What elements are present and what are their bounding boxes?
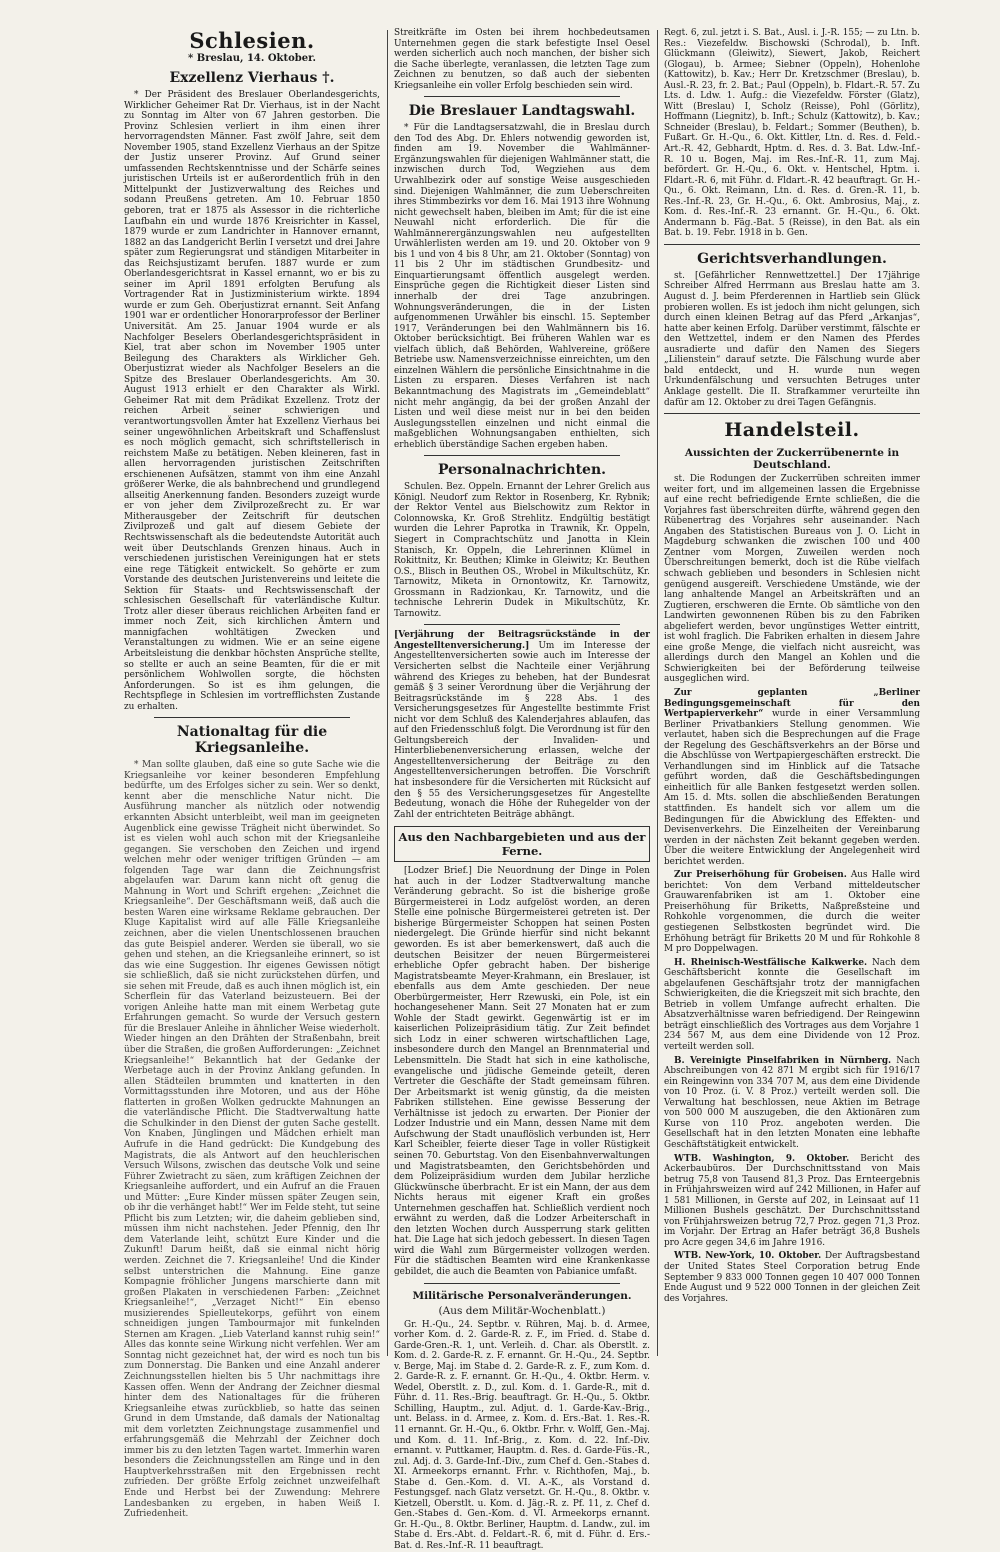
subhead-militaer: (Aus dem Militär-Wochenblatt.): [438, 1304, 606, 1317]
article-zuckerrueben: st. Die Rodungen der Zuckerrüben schreiten immer weiter fort, und im allgemeinen lassen die Ergebnisse auf eine recht befriedigende Ernte schließen, die die Vorjahres fast überschreiten dürfte, während gegen den Rübenertrag des Vorjahres sehr auseinander. Nach Angaben des Statistischen Bureaus von J. O. Licht in Magdeburg schwanken die zwischen 100 und 400 Zentner vom Morgen, Zuweilen werden noch Überschreitungen bemerkt, doch ist die Rübe vielfach schwach geblieben und besonders in Schlesien nicht genügend ausgereift. Verschiedene Umstände, wie der lang anhaltende Mangel an Arbeitskräften und an Zugtieren, erschweren die Ernte. Ob sämtliche von den Landwirten gewonnenen Rüben bis zu den Fabriken abgeliefert werden, bevor ungünstiges Wetter eintritt, ist wohl fraglich. Die Fabriken erhalten in diesem Jahre eine große Menge, die vielfach nicht ausreicht, was allerdings durch den Mangel an Kohlen und die Schwierigkeiten bei der Beförderung teilweise ausgeglichen wird.: [664, 474, 920, 685]
headline-nationaltag: Nationaltag für die Kriegsanleihe.: [176, 724, 328, 757]
article-nationaltag: * Man sollte glauben, daß eine so gute Sache wie die Kriegsanleihe vor keiner besonderen Empfehlung bedürfte, um des Erfolges sicher zu sein. Wer so denkt, kennt aber die menschliche Natur nicht. Die Ausführung mancher als nützlich oder notwendig erkannten Absicht unterbleibt, weil man im geeigneten Augenblick eine gewisse Trägheit nicht überwindet. So ist es vielen wohl auch schon mit der Kriegsanleihe gegangen. Sie verschoben den Zeichen und irgend welchen mehr oder weniger triftigen Gründen — am folgenden Tage war dann die Zeichnungsfrist abgelaufen war. Darum kann nicht oft genug die Mahnung in Wort und Schrift ergehen: „Zeichnet die Kriegsanleihe“. Der Geschäftsmann weiß, daß auch die besten Waren eine wirksame Reklame gebrauchen. Der Kluge Kapitalist wird auf alle Fälle Kriegsanleihe zeichnen, aber die vielen Unentschlossenen brauchen das gute Beispiel anderer. Werden sie überall, wo sie gehen und stehen, an die Kriegsanleihe erinnert, so ist das wie eine Suggestion. Ihr eigenes Gewissen nötigt sie schließlich, daß sie nicht zurückstehen dürfen, und sie sehen mit Freude, daß es auch ihnen möglich ist, ein Scherflein für das Vaterland beizusteuern. Bei der vorigen Anleihe hatte man mit einem Werbetag gute Erfahrungen gemacht. So wurde der Versuch gestern für die Breslauer Anleihe in ähnlicher Weise wiederholt. Wieder hingen an den Drähten der Straßenbahn, breit über die Straßen, die großen Aufforderungen: „Zeichnet Kriegsanleihe!“ Bekanntlich hat der Gedanke der Werbetage auch in der Provinz Anklang gefunden. In allen Städteilen brummten und knatterten in den Vormittagsstunden ihre Motoren, und aus der Höhe flatterten in großen Wolken gedruckte Mahnungen an die vaterländische Pflicht. Die Stadtverwaltung hatte die Schulkinder in den Dienst der guten Sache gestellt. Von Knaben, Jünglingen und Mädchen erhielt man Aufrufe in die Hand gedrückt: Die Kundgebung des Magistrats, die als Antwort auf den heuchlerischen Versuch Wilsons, zwischen das deutsche Volk und seine Führer Zwietracht zu säen, zum kräftigen Zeichnen der Kriegsanleihe auffordert, und ein Aufruf an die Frauen und Mütter: „Eure Kinder müssen später Zeugen sein, ob ihr die verhänget habt!“ Wer im Felde steht, tut seine Pflicht bis zum Letzten; wir, die daheim geblieben sind, müssen ihm nicht nachstehen. Jeder Pfennig, den Ihr dem Vaterlande leiht, schützt Eure Kinder und die Zukunft! Darum heißt, daß sie einmal nicht hörig werden. Zeichnet die 7. Kriegsanleihe! Und die Kinder selbst unterstrichen die Mahnung. Eine ganze Kompagnie fröhlicher Jungens marschierte dann mit großen Plakaten in verschiedenen Farben: „Zeichnet Kriegsanleihe!“, „Verzaget Nicht!“ Ein ebenso musizierendes Spielleutekorps, geführt von einem schneidigen jungen Tambourmajor mit funkelnden Sternen am Kragen. „Lieb Vaterland kannst ruhig sein!“ Alles das konnte seine Wirkung nicht verfehlen. Wer am Sonntag nicht gezeichnet hat, der wird es noch tun bis zum Donnerstag. Die Banken und eine Anzahl anderer Zeichnungsstellen hielten bis 5 Uhr nachmittags ihre Kassen offen. Wenn der Andrang der Zeichner diesmal hinter dem des Nationaltages für die früheren Kriegsanleihe etwas zurückblieb, so hatte das seinen Grund in dem Umstande, daß damals der Nationaltag mit dem vorletzten Zeichnungstage zusammenfiel und erfahrungsgemäß die Mehrzahl der Zeichner doch immer bis zu den letzten Tagen wartet. Immerhin waren besonders die Zeichnungsstellen am Ringe und in den Hauptverkehrsstraßen mit den Ergebnissen recht zufrieden. Der größte Erfolg zeichnet unzweifelhaft Ende und Herbst bei der Zuwendung: Mehrere Landesbanken zu ergeben, in haben Weiß I. Zufriedenheit.: [124, 760, 380, 1520]
headline-gericht: Gerichtsverhandlungen.: [697, 250, 887, 267]
divider: [424, 624, 620, 625]
headline-kalkwerke: H. Rheinisch-Westfälische Kalkwerke.: [674, 957, 868, 968]
article-continuation: Streitkräfte im Osten bei ihrem hochbedeutsamen Unternehmen gegen die stark befestigte Insel Oesel werden sicherlich auch noch manchen, der bisher sich die Sache überlegte, veranlassen, die letzten Tage zum Zeichnen zu benutzen, so daß auch der siebenten Kriegsanleihe ein voller Erfolg beschieden sein wird.: [394, 28, 650, 91]
column-rule: [657, 30, 658, 1356]
article-personalnachrichten: Schulen. Bez. Oppeln. Ernannt der Lehrer Grelich aus Königl. Neudorf zum Rektor in Rosenberg, Kr. Rybnik; der Rektor Ventel aus Bielschowitz zum Rektor in Colonnowska, Kr. Groß Strehlitz. Endgültig bestätigt wurden die Lehrer Paprotka in Trawnik, Kr. Oppeln, Siegert in Comprachtschütz und Janotta in Klein Stanisch, Kr. Oppeln, die Lehrerinnen Klümel in Rokittnitz, Kr. Beuthen; Klimke in Gleiwitz; Kr. Beuthen O.S., Blisch in Beuthen OS., Wrobel in Mikultschütz, Kr. Tarnowitz, Miketa in Ornontowitz, Kr. Tarnowitz, Grossmann in Radzionkau, Kr. Tarnowitz, und die technische Lehrerin Dudek in Mikultschütz, Kr. Tarnowitz.: [394, 482, 650, 619]
headline-personalnachrichten: Personalnachrichten.: [438, 462, 606, 479]
column-3: [664, 28, 920, 1356]
dateline: * Breslau, 14. Oktober.: [188, 53, 316, 64]
article-kalkwerke: Nach dem Geschäftsbericht konnte die Gesellschaft im abgelaufenen Geschäftsjahr trotz der mannigfachen Schwierigkeiten, die die Kriegszeit mit sich brachte, den Betrieb in vollem Umfange aufrecht erhalten. Die Absatzverhältnisse waren befriedigend. Der Reingewinn beträgt einschließlich des Vortrages aus dem Vorjahre 1 234 567 M, aus dem eine Dividende von 12 Proz. verteilt werden soll.: [664, 957, 920, 1053]
divider: [664, 413, 920, 414]
divider: [154, 717, 350, 718]
article-grobeisen: Aus Halle wird berichtet: Von dem Verband mitteldeutscher Grauwarenfabriken ist am 1. Oktober eine Preiserhöhung für Briketts, Naßpreßsteine und Rohkohle vorgenommen, die durch die weiter gestiegenen Selbstkosten begründet wird. Die Erhöhung beträgt für Briketts 20 M und für Rohkohle 8 M pro Doppelwagen.: [664, 870, 920, 955]
article-landtagswahl: * Für die Landtagsersatzwahl, die in Breslau durch den Tod des Abg. Dr. Ehlers notwendig geworden ist, finden am 19. November die Wahlmänner-Ergänzungswahlen für diejenigen Wahlmänner statt, die inzwischen durch Tod, Wegziehen aus dem Urwahlbezirk oder auf sonstige Weise ausgeschieden sind. Diejenigen Wahlmänner, die zum Ueberschreiten ihres Stimmbezirks vor dem 16. Mai 1913 ihre Wohnung nicht gewechselt haben, bleiben im Amt; für die ist eine Neuwahl nicht erforderlich. Die für die Wahlmännerergänzungswahlen neu aufgestellten Urwählerlisten werden am 19. und 20. Oktober von 9 bis 1 und von 4 bis 8 Uhr, am 21. Oktober (Sonntag) von 11 bis 2 Uhr im städtischen Grundbesitz- und Einquartierungsamt öffentlich ausgelegt werden. Einsprüche gegen die Richtigkeit dieser Listen sind innerhalb der drei Tage anzubringen. Wohnungsveränderungen, die in der Listen aufgenommenen Urwähler bis einschl. 15. September 1917, Veränderungen bei den Wahlmännern bis 16. Oktober berücksichtigt. Bei früheren Wahlen war es vielfach üblich, daß Behörden, Wahlvereine, größere Betriebe usw. Namensverzeichnisse einreichten, um den einzelnen Wählern die persönliche Einsichtnahme in die Listen zu ersparen. Dieses Verfahren ist nach Bekanntmachung des Magistrats im „Gemeindeblatt“ nicht mehr angängig, da bei der großen Anzahl der Listen und weil diese meist nur in bei den beiden Auslegungsstellen einzelnen und nicht einmal die maßgeblichen Wohnungsangaben enthielten, sich erheblich überständige Sachen ergeben haben.: [394, 123, 650, 450]
section-title: Schlesien.: [189, 28, 315, 53]
column-1: [124, 28, 380, 1520]
article-pinselfabriken: Nach Abschreibungen von 42 871 M ergibt sich für 1916/17 ein Reingewinn von 334 707 M, aus dem eine Dividende von 10 Proz. (i. V. 8 Proz.) verteilt werden soll. Die Verwaltung hat beschlossen, neue Aktien im Betrage von 500 000 M auszugeben, die den Aktionären zum Kurse von 110 Proz. angeboten werden. Die Gesellschaft hat in den letzten Monaten eine lebhafte Geschäftstätigkeit entwickelt.: [664, 1055, 920, 1150]
column-rule: [387, 30, 388, 1356]
headline-vierhaus: Exzellenz Vierhaus †.: [169, 70, 335, 86]
divider: [424, 1283, 620, 1284]
article-verjaehrung: Um im Interesse der Angestelltenversicherten sowie auch im Interesse der Versicherten selbst die Nachteile einer Verjährung während des Krieges zu beheben, hat der Bundesrat gemäß § 3 seiner Verordnung über die Verjährung der Beitragsrückstände im § 228 Abs. 1 des Versicherungsgesetzes für Angestellte bestimmte Frist nicht vor dem Schluß des Kalenderjahres ablaufen, das auf den Friedensschluß folgt. Die Verordnung ist für den Geltungsbereich der Invaliden- und Hinterbliebenenversicherung erlassen, welche der Angestelltenversicherung der Beiträge zu den Angestelltenversicherungen betroffen. Die Vorschrift hat insbesondere für die Versicherten mit Rücksicht auf den § 55 des Versicherungsgesetzes für Angestellte Bedeutung, wonach die Höhe der Ruhegelder von der Zahl der entrichteten Beiträge abhängt.: [394, 640, 651, 820]
article-militaer: Gr. H.-Qu., 24. Septbr. v. Rühren, Maj. b. d. Armee, vorher Kom. d. 2. Garde-R. z. F., im Fried. d. Stabe d. Garde-Gren.-R. 1, unt. Verleih. d. Char. als Oberstlt. z. Kom. d. 2. Garde-R. z. F. ernannt. Gr. H.-Qu., 24. Septbr. v. Berge, Maj. im Stabe d. 2. Garde-R. z. F., zum Kom. d. 2. Garde-R. z. F. ernannt. Gr. H.-Qu., 4. Oktbr. Herm. v. Wedel, Oberstlt. z. D., zul. Kom. d. 1. Garde-R., mit d. Führ. d. 11. Res.-Brig. beauftragt. Gr. H.-Qu., 5. Oktbr. Schilling, Hauptm., zul. Adjut. d. 1. Garde-Kav.-Brig., unt. Belass. in d. Armee, z. Kom. d. Ers.-Bat. 1. Res.-R. 11 ernannt. Gr. H.-Qu., 6. Oktbr. Frhr. v. Wolff, Gen.-Maj. und Kom. d. 11. Inf.-Brig., z. Kom. d. 22. Inf.-Div. ernannt. v. Puttkamer, Hauptm. d. Res. d. Garde-Füs.-R., zul. Adj. d. 3. Garde-Inf.-Div., zum Chef d. Gen.-Stabes d. XI. Armeekorps ernannt. Frhr. v. Richthofen, Maj., b. Stabe d. Gen.-Kom. d. VI. A.-K., als Vorstand d. Festungsgef. nach Glatz versetzt. Gr. H.-Qu., 8. Oktbr. v. Kietzell, Oberstlt. u. Kom. d. Jäg.-R. z. Pf. 11, z. Chef d. Gen.-Stabes d. Gen.-Kom. d. VI. Armeekorps ernannt. Gr. H.-Qu., 8. Oktbr. Berliner, Hauptm. d. Landw., zul. im Stabe d. Ers.-Abt. d. Feldart.-R. 6, mit d. Führ. d. Ers.-Bat. d. Res.-Inf.-R. 11 beauftragt.: [394, 1319, 650, 1551]
headline-landtagswahl: Die Breslauer Landtagswahl.: [408, 103, 636, 120]
article-vierhaus: * Der Präsident des Breslauer Oberlandesgerichts, Wirklicher Geheimer Rat Dr. Vierhaus, ist in der Nacht zu Sonntag im Alter von 67 Jahren gestorben. Die Provinz Schlesien verliert in ihm einen ihrer hervorragendsten Männer. Fast zwölf Jahre, seit dem November 1905, stand Exzellenz Vierhaus an der Spitze der Justiz unserer Provinz. Auf Grund seiner umfassenden Rechtskenntnisse und der Schärfe seines juristischen Urteils ist er außerordentlich früh in den Mittelpunkt der Justizverwaltung des Reiches und sodann Preußens getreten. Am 10. Februar 1850 geboren, trat er 1875 als Assessor in die richterliche Laufbahn ein und wurde 1876 Kreisrichter in Kassel, 1879 wurde er zum Landrichter in Hannover ernannt, 1882 an das Landgericht Berlin I versetzt und drei Jahre später zum Regierungsrat und ständigen Mitarbeiter in das Reichsjustizamt berufen. 1887 wurde er zum Oberlandesgerichtsrat in Kassel ernannt, wo er bis zu seiner im April 1891 erfolgten Berufung als Vortragender Rat in Justizministerium wirkte. 1894 wurde er zum Geh. Oberjustizrat ernannt. Seit Anfang 1901 war er ordentlicher Honorarprofessor der Berliner Universität. Am 25. Januar 1904 wurde er als Nachfolger Beselers Oberlandesgerichtspräsident in Kiel, trat aber schon im November 1905 unter Beilegung des Charakters als Wirklicher Geh. Oberjustizrat wieder als Nachfolger Beselers an die Spitze des Breslauer Oberlandesgerichts. Am 30. August 1913 erhielt er den Charakter als Wirkl. Geheimer Rat mit dem Prädikat Exzellenz. Trotz der reichen Arbeit seiner schwierigen und verantwortungsvollen Ämter hat Exzellenz Vierhaus bei seiner ungewöhnlichen Arbeitskraft und Schaffenslust es noch möglich gemacht, sich schriftstellerisch in reichstem Maße zu betätigen. Neben kleineren, fast in allen hervorragenden juristischen Zeitschriften erschienenen Aufsätzen, stammt von ihm eine Anzahl größerer Werke, die als bahnbrechend und grundlegend allseitig Anerkennung fanden. Besonders zuzeigt wurde er von jeher dem Zivilprozeßrecht zu. Er war Mitherausgeber der Zeitschrift für deutschen Zivilprozeß und galt auf diesem Gebiete der Rechtswissenschaft als die bedeutendste Autorität auch weit über Deutschlands Grenzen hinaus. Auch in verschiedenen juristischen Vereinigungen hat er stets eine rege Tätigkeit entwickelt. So gehörte er zum Vorstande des deutschen Juristenvereins und leitete die Sektion für Staats- und Rechtswissenschaft der schlesischen Gesellschaft für vaterländische Kultur. Trotz aller dieser überaus reichlichen Arbeiten fand er immer noch Zeit, sich kirchlichen Ämtern und mannigfachen wohltätigen Zwecken und Veranstaltungen zu widmen. Wie er an seine eigene Arbeitsleistung die denkbar höchsten Ansprüche stellte, so stellte er auch an seine Beamten, für die er mit persönlichem Wohlwollen sorgte, die höchsten Anforderungen. So ist es ihm gelungen, die Rechtspflege in Schlesien im vortrefflichsten Zustande zu erhalten.: [124, 90, 380, 712]
headline-newyork: WTB. New-York, 10. Oktober.: [674, 1251, 822, 1262]
subhead-zuckerrueben: Aussichten der Zuckerrübenernte in Deutschland.: [684, 447, 900, 472]
headline-militaer: Militärische Personalveränderungen.: [412, 1289, 632, 1302]
article-continuation: Regt. 6, zul. jetzt i. S. Bat., Ausl. i. J.-R. 155; — zu Ltn. b. Res.: Viezefeldw. Bischowski (Schrodal), b. Inft. Glückmann (Gleiwitz), Siewert, Jakob, Reichert (Glogau), b. Armee; Siebner (Oppeln), Hohenlohe (Kattowitz), b. Kav.; Herr Dr. Kretzschmer (Breslau), b. Ausl.-R. 23, fr. 2. Bat.; Paul (Oppeln), b. Fldart.-R. 57. Zu Lts. d. Ldw. 1. Aufg.: die Viezefeldw. Förster (Glatz), Witt (Breslau) I, Scholz (Reisse), Pohl (Görlitz), Hoffmann (Liegnitz), b. Inft.; Schulz (Kattowitz), b. Kav.; Schneider (Breslau), b. Feldart.; Sommer (Beuthen), b. Fußart. Gr. H.-Qu., 6. Okt. Kittler, Ltn. d. Res. d. Feld.-Art.-R. 42, Gebhardt, Hptm. d. Res. d. 3. Bat. Ldw.-Inf.-R. 10 u. Bogen, Maj. im Res.-Inf.-R. 11, zum Maj. befördert. Gr. H.-Qu., 6. Okt. v. Hentschel, Hptm. i. Fldart.-R. 6, mit Führ. d. Fldart.-R. 42 beauftragt. Gr. H.-Qu., 6. Okt. Reimann, Ltn. d. Res. d. Gren.-R. 11, b. Res.-Inf.-R. 23, Gr. H.-Qu., 6. Okt. Ambrosius, Maj., z. Kom. d. Res.-Inf.-R. 23 ernannt. Gr. H.-Qu., 6. Okt. Andermann b. Fäg.-Bat. 5 (Reisse), in den Bat. als ein Bat. b. 19. Febr. 1918 in b. Gen.: [664, 28, 920, 239]
headline-nachbargebiete: Aus den Nachbargebieten und aus der Ferne.: [394, 826, 650, 862]
headline-handelsteil: Handelsteil.: [724, 419, 860, 442]
headline-washington: WTB. Washington, 9. Oktober.: [674, 1153, 850, 1164]
divider: [424, 96, 620, 97]
article-newyork: Der Auftragsbestand der United States Steel Corporation betrug Ende September 9 833 000 Tonnen gegen 10 407 000 Tonnen Ende August und 9 522 000 Tonnen in der gleichen Zeit des Vorjahres.: [664, 1251, 921, 1304]
headline-pinselfabriken: B. Vereinigte Pinselfabriken in Nürnberg.: [674, 1055, 892, 1066]
article-bedingungsgemeinschaft: wurde in einer Versammlung Berliner Privatbankiers Stellung genommen. Wie verlautet, haben sich die Besprechungen auf die Frage der Regelung des Geschäftsverkehrs an der Börse und die Abschlüsse von Wertpapiergeschäften erstreckt. Die Verhandlungen sind im Hinblick auf die Tatsache geführt worden, daß die Geschäftsbedingungen einheitlich für alle Banken festgesetzt werden sollen. Am 15. d. Mts. sollen die abschließenden Beratungen stattfinden. Es handelt sich vor allem um die Bedingungen für die Abwicklung des Effekten- und Devisenverkehrs. Die Einzelheiten der Vereinbarung werden in der nächsten Zeit bekannt gegeben werden. Über die weitere Entwicklung der Angelegenheit wird berichtet werden.: [664, 709, 921, 867]
column-2: [394, 28, 651, 1551]
article-washington: Bericht des Ackerbaubüros. Der Durchschnittsstand von Mais betrug 75,8 von Tausend 81,3 Proz. Das Ernteergebnis in Frühjahrsweizen wird auf 242 Millionen, in Hafer auf 1 581 Millionen, in Gerste auf 202, in Leinsaat auf 11 Millionen Bushels geschätzt. Der Durchschnittsstand von Frühjahrsweizen betrug 72,7 Proz. gegen 71,3 Proz. im Vorjahr. Der Ertrag an Hafer beträgt 36,8 Bushels pro Acre gegen 34,6 im Jahre 1916.: [664, 1153, 920, 1248]
headline-verjaehrung: [Verjährung der Beitragsrückstände in der Angestelltenversicherung.]: [394, 630, 650, 651]
headline-grobeisen: Zur Preiserhöhung für Grobeisen.: [674, 870, 847, 881]
headline-bedingungsgemeinschaft: Zur geplanten „Berliner Bedingungsgemeinschaft für den Wertpapierverkehr“: [664, 687, 920, 720]
article-gericht: st. [Gefährlicher Rennwettzettel.] Der 17jährige Schreiber Alfred Herrmann aus Breslau hatte am 3. August d. J. beim Pferderennen in Hartlieb sein Glück probieren wollen. Es ist jedoch ihm nicht gelungen, sich durch einen kleinen Betrag auf das Pferd „Arkanjas“, hatte aber keinen Erfolg. Darüber verstimmt, fälschte er den Wettzettel, indem er den Namen des Pferdes ausradierte und dafür den Namen des Siegers „Lilienstein“ darauf setzte. Die Fälschung wurde aber bald entdeckt, und H. wurde nun wegen Urkundenfälschung und versuchten Betruges unter Anklage gestellt. Die II. Strafkammer verurteilte ihn dafür am 12. Oktober zu drei Tagen Gefängnis.: [664, 270, 920, 408]
divider: [424, 455, 620, 456]
divider: [664, 244, 920, 245]
article-nachbargebiete: [Lodzer Brief.] Die Neuordnung der Dinge in Polen hat auch in der Lodzer Stadtverwaltung manche Veränderung gebracht. So ist die bisherige große Bürgermeisterei in Lodz aufgelöst worden, an deren Stelle eine polnische Bürgermeisterei getreten ist. Der bisherige Bürgermeister Schoppen hat seinen Posten niedergelegt. Die Gründe hierfür sind nicht bekannt geworden. Es ist aber bemerkenswert, daß auch die deutschen Beisitzer der neuen Bürgermeisterei erhebliche Opfer gebracht haben. Der bisherige Magistratsbeamte Meyer-Krahmann, ein Breslauer, ist ebenfalls aus dem Amte geschieden. Der neue Oberbürgermeister, Herr Rzewuski, ein Pole, ist ein hochangesehener Mann. Seit 27 Monaten hat er zum Wohle der Stadt gewirkt. Gegenwärtig ist er im kaiserlichen Polizeipräsidium tätig. Zur Zeit befindet sich Lodz in einer schweren wirtschaftlichen Lage, insbesondere durch den Mangel an Brennmaterial und Lebensmitteln. Die Stadt hat sich in eine katholische, evangelische und jüdische Gemeinde geteilt, deren Vertreter die Geschäfte der Stadt gemeinsam führen. Der Arbeitsmarkt ist wenig günstig, da die meisten Fabriken stillstehen. Eine gewisse Besserung der Verhältnisse ist jedoch zu erwarten. Der Pionier der Lodzer Industrie und ein Mann, dessen Name mit dem Aufschwung der Stadt unauflöslich verbunden ist, Herr Karl Scheibler, feierte dieser Tage in voller Rüstigkeit seinen 70. Geburtstag. Von den Eisenbahnverwaltungen und Magistratsbeamten, den Gerichtsbehörden und dem Polizeipräsidium wurden dem Jubilar herzliche Glückwünsche überbracht. Er ist ein Mann, der aus dem Nichts heraus mit eigener Kraft ein großes Unternehmen geschaffen hat. Schließlich verdient noch erwähnt zu werden, daß die Lodzer Arbeiterschaft in den letzten Wochen durch Aussperrung stark gelitten hat. Die Lage hat sich jedoch gebessert. In diesen Tagen wird die Wahl zum Bürgermeister vollzogen werden. Für die städtischen Beamten wird eine Krankenkasse gebildet, die auch die Beamten von Pabianice umfaßt.: [394, 866, 650, 1277]
